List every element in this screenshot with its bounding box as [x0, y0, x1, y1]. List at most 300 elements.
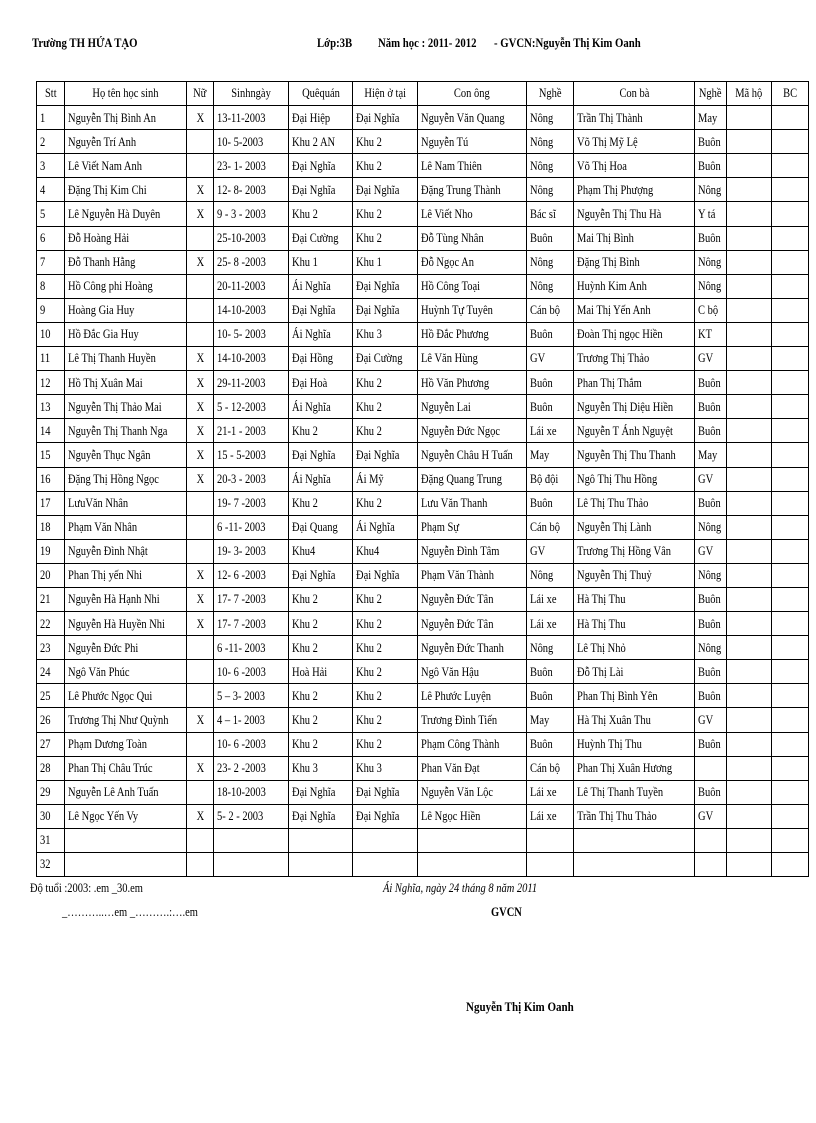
table-cell: Trương Thị Hồng Vân [574, 539, 695, 563]
table-cell: X [187, 443, 214, 467]
table-cell: 8 [37, 274, 65, 298]
table-cell: Nguyễn Đình Tâm [418, 539, 527, 563]
table-cell: Khu 2 [353, 202, 418, 226]
table-cell: Nguyễn T Ánh Nguyệt [574, 419, 695, 443]
table-cell [772, 443, 809, 467]
table-cell [772, 322, 809, 346]
table-cell [574, 828, 695, 852]
table-cell: Phạm Sự [418, 515, 527, 539]
table-cell: Lê Nguyễn Hà Duyên [65, 202, 187, 226]
table-cell [727, 660, 772, 684]
table-cell [695, 853, 727, 877]
table-cell [772, 491, 809, 515]
table-cell [727, 612, 772, 636]
table-cell: Ngô Văn Hậu [418, 660, 527, 684]
table-cell [289, 828, 353, 852]
table-cell: X [187, 563, 214, 587]
table-cell: GV [527, 539, 574, 563]
table-cell: Khu 2 [289, 491, 353, 515]
table-cell: Khu 3 [353, 756, 418, 780]
table-cell [187, 636, 214, 660]
table-cell [727, 636, 772, 660]
table-cell: X [187, 419, 214, 443]
table-cell [772, 106, 809, 130]
table-cell: Buôn [695, 154, 727, 178]
table-row [37, 780, 809, 804]
table-cell: Phan Thị yến Nhi [65, 563, 187, 587]
column-header: BC [772, 82, 809, 106]
table-cell: Phan Thị Xuân Hương [574, 756, 695, 780]
table-cell: Khu 2 [289, 419, 353, 443]
table-cell: 20 [37, 563, 65, 587]
table-cell: 5- 2 - 2003 [214, 804, 289, 828]
table-cell: Đại Nghĩa [353, 443, 418, 467]
column-header: Mã hộ [727, 82, 772, 106]
table-row [37, 371, 809, 395]
table-cell: Nguyễn Thị Thuỷ [574, 563, 695, 587]
table-cell: X [187, 395, 214, 419]
table-row [37, 322, 809, 346]
table-cell: May [527, 708, 574, 732]
table-cell: 28 [37, 756, 65, 780]
table-cell: Đại Cường [353, 347, 418, 371]
table-cell: Ái Nghĩa [289, 467, 353, 491]
table-cell [772, 828, 809, 852]
table-cell [727, 491, 772, 515]
table-cell [187, 322, 214, 346]
table-cell [727, 515, 772, 539]
table-cell: Hoà Hải [289, 660, 353, 684]
table-cell: Đại Nghĩa [289, 178, 353, 202]
table-cell: Nguyễn Thị Lành [574, 515, 695, 539]
table-cell [772, 515, 809, 539]
table-cell: Khu 2 [289, 732, 353, 756]
column-header: Họ tên học sinh [65, 82, 187, 106]
table-cell [187, 515, 214, 539]
table-cell: Nông [527, 563, 574, 587]
table-cell [727, 154, 772, 178]
table-cell [527, 828, 574, 852]
table-cell: Khu 2 [353, 395, 418, 419]
table-cell: 17 [37, 491, 65, 515]
table-cell: May [695, 106, 727, 130]
table-cell [574, 853, 695, 877]
table-cell: Nông [695, 178, 727, 202]
table-cell: 12- 8- 2003 [214, 178, 289, 202]
table-row [37, 515, 809, 539]
table-cell: 6 [37, 226, 65, 250]
table-cell: Cán bộ [527, 756, 574, 780]
table-cell: Y tá [695, 202, 727, 226]
table-cell: Khu 2 [353, 371, 418, 395]
table-cell [772, 563, 809, 587]
table-cell: Khu 2 [353, 660, 418, 684]
table-cell: Hà Thị Thu [574, 612, 695, 636]
table-cell: Đại Nghĩa [353, 298, 418, 322]
table-cell: 23- 1- 2003 [214, 154, 289, 178]
table-cell: 19 [37, 539, 65, 563]
table-cell [187, 274, 214, 298]
table-cell: Trương Đình Tiến [418, 708, 527, 732]
table-cell: Đại Nghĩa [353, 274, 418, 298]
table-cell: Khu 2 [353, 226, 418, 250]
table-row [37, 443, 809, 467]
table-cell: Khu 2 [289, 636, 353, 660]
table-cell [289, 853, 353, 877]
table-row [37, 202, 809, 226]
table-cell: Lê Ngọc Yến Vy [65, 804, 187, 828]
table-cell [772, 202, 809, 226]
table-cell: 25- 8 -2003 [214, 250, 289, 274]
table-cell: Hoàng Gia Huy [65, 298, 187, 322]
table-cell: 20-11-2003 [214, 274, 289, 298]
table-cell [418, 853, 527, 877]
table-cell: Khu 2 [289, 202, 353, 226]
table-cell: X [187, 250, 214, 274]
table-cell: Hồ Văn Phương [418, 371, 527, 395]
table-cell: Nông [527, 178, 574, 202]
table-cell: 25 [37, 684, 65, 708]
table-cell: GV [695, 804, 727, 828]
table-cell: 31 [37, 828, 65, 852]
table-cell: Ngô Văn Phúc [65, 660, 187, 684]
table-cell: GV [695, 708, 727, 732]
table-cell: Lái xe [527, 587, 574, 611]
table-cell: 23- 2 -2003 [214, 756, 289, 780]
table-cell: 15 - 5-2003 [214, 443, 289, 467]
table-cell: 5 – 3- 2003 [214, 684, 289, 708]
table-cell [772, 274, 809, 298]
table-cell: 6 -11- 2003 [214, 636, 289, 660]
table-row [37, 491, 809, 515]
table-cell: Lê Ngọc Hiền [418, 804, 527, 828]
table-cell: Hà Thị Thu [574, 587, 695, 611]
table-cell [187, 154, 214, 178]
table-row [37, 419, 809, 443]
table-cell: Nguyễn Thị Diệu Hiền [574, 395, 695, 419]
table-cell [727, 467, 772, 491]
table-cell: Đại Nghĩa [289, 563, 353, 587]
table-cell: Trương Thị Thảo [574, 347, 695, 371]
table-cell [527, 853, 574, 877]
table-cell: 21-1 - 2003 [214, 419, 289, 443]
table-cell: Khu 1 [289, 250, 353, 274]
table-row [37, 804, 809, 828]
table-cell: Nông [695, 636, 727, 660]
table-cell: X [187, 756, 214, 780]
table-cell [772, 178, 809, 202]
table-cell: Buôn [695, 226, 727, 250]
table-cell: Đặng Quang Trung [418, 467, 527, 491]
table-cell: 14-10-2003 [214, 347, 289, 371]
table-cell: 9 [37, 298, 65, 322]
table-cell: GV [695, 347, 727, 371]
table-cell: Nguyễn Đức Phi [65, 636, 187, 660]
table-cell: Nông [527, 274, 574, 298]
table-cell [772, 371, 809, 395]
table-cell: 11 [37, 347, 65, 371]
table-cell: 17- 7 -2003 [214, 612, 289, 636]
table-cell: May [527, 443, 574, 467]
table-cell: 17- 7 -2003 [214, 587, 289, 611]
table-cell [727, 226, 772, 250]
table-cell [418, 828, 527, 852]
table-cell [187, 780, 214, 804]
table-cell: 12 [37, 371, 65, 395]
table-cell: Đại Nghĩa [289, 804, 353, 828]
table-cell: Trương Thị Như Quỳnh [65, 708, 187, 732]
table-cell: Nguyễn Thục Ngân [65, 443, 187, 467]
table-cell: Khu 2 [353, 154, 418, 178]
table-cell: Võ Thị Hoa [574, 154, 695, 178]
table-cell: Lê Thị Thu Thảo [574, 491, 695, 515]
table-header-row [37, 82, 809, 106]
age-summary: Độ tuổi :2003: .em _30.em [30, 881, 143, 895]
column-header: Nghề [695, 82, 727, 106]
table-cell: Khu 2 [353, 587, 418, 611]
table-cell: Khu 2 AN [289, 130, 353, 154]
table-cell: 22 [37, 612, 65, 636]
table-row [37, 298, 809, 322]
table-cell: Nông [695, 250, 727, 274]
table-cell: Khu 2 [353, 732, 418, 756]
table-cell [727, 395, 772, 419]
table-cell [695, 828, 727, 852]
table-cell: Nguyễn Văn Quang [418, 106, 527, 130]
table-cell [187, 491, 214, 515]
table-cell [727, 371, 772, 395]
table-cell [727, 178, 772, 202]
teacher-signature-name: Nguyễn Thị Kim Oanh [466, 1000, 574, 1014]
table-row [37, 828, 809, 852]
table-cell [772, 612, 809, 636]
table-cell: 13 [37, 395, 65, 419]
table-cell [695, 756, 727, 780]
table-cell [772, 684, 809, 708]
table-row [37, 612, 809, 636]
table-cell: 2 [37, 130, 65, 154]
table-cell [727, 274, 772, 298]
age-summary-line2: _………..…em _……….:….em [62, 905, 198, 919]
column-header: Con bà [574, 82, 695, 106]
column-header: Nữ [187, 82, 214, 106]
table-cell: Buôn [695, 660, 727, 684]
table-cell: Nguyễn Hà Huyền Nhi [65, 612, 187, 636]
table-cell: Nguyễn Thị Thu Hà [574, 202, 695, 226]
table-cell: Đại Nghĩa [353, 780, 418, 804]
column-header: Hiện ở tại [353, 82, 418, 106]
table-cell: 18 [37, 515, 65, 539]
student-table [36, 81, 809, 877]
table-cell [187, 539, 214, 563]
table-cell [727, 853, 772, 877]
table-cell: Đại Nghĩa [289, 298, 353, 322]
table-cell [727, 587, 772, 611]
table-row [37, 226, 809, 250]
table-cell: 1 [37, 106, 65, 130]
table-cell: X [187, 612, 214, 636]
table-cell: Khu 2 [353, 130, 418, 154]
table-cell: Đại Nghĩa [353, 178, 418, 202]
table-cell: Buôn [527, 684, 574, 708]
table-cell: Lưu Văn Thanh [418, 491, 527, 515]
table-cell [187, 732, 214, 756]
table-cell: Đỗ Thị Lài [574, 660, 695, 684]
column-header: Con ông [418, 82, 527, 106]
table-cell: 13-11-2003 [214, 106, 289, 130]
table-cell: Ngô Thị Thu Hồng [574, 467, 695, 491]
table-cell [727, 708, 772, 732]
table-row [37, 756, 809, 780]
table-cell [772, 250, 809, 274]
column-header: Sinhngày [214, 82, 289, 106]
table-cell [727, 780, 772, 804]
table-cell [772, 660, 809, 684]
table-cell: Nguyễn Đình Nhật [65, 539, 187, 563]
table-row [37, 708, 809, 732]
table-cell [727, 828, 772, 852]
table-cell [772, 419, 809, 443]
table-cell: Lê Thị Nhỏ [574, 636, 695, 660]
table-cell: Nguyễn Thị Thanh Nga [65, 419, 187, 443]
table-cell: Ái Mỹ [353, 467, 418, 491]
table-cell: Nguyễn Hà Hạnh Nhi [65, 587, 187, 611]
table-cell: Buôn [527, 395, 574, 419]
table-cell: Ái Nghĩa [289, 322, 353, 346]
table-cell: 29-11-2003 [214, 371, 289, 395]
table-cell: Buôn [695, 130, 727, 154]
table-cell: 27 [37, 732, 65, 756]
table-cell: Đại Nghĩa [353, 804, 418, 828]
table-cell: Lê Viết Nam Anh [65, 154, 187, 178]
table-cell: Khu 2 [353, 612, 418, 636]
table-cell: Hồ Thị Xuân Mai [65, 371, 187, 395]
table-cell: Phạm Dương Toàn [65, 732, 187, 756]
table-cell [727, 202, 772, 226]
table-cell: Đại Hồng [289, 347, 353, 371]
school-year: Năm học : 2011- 2012 [378, 36, 477, 50]
table-cell: 6 -11- 2003 [214, 515, 289, 539]
table-cell: Ái Nghĩa [353, 515, 418, 539]
table-cell: Lê Viết Nho [418, 202, 527, 226]
table-cell: Hồ Công Toại [418, 274, 527, 298]
table-cell: 19- 7 -2003 [214, 491, 289, 515]
table-cell: 3 [37, 154, 65, 178]
table-cell: Phạm Thị Phượng [574, 178, 695, 202]
table-cell [772, 298, 809, 322]
table-cell [727, 563, 772, 587]
table-cell: Lê Nam Thiên [418, 154, 527, 178]
table-cell: 24 [37, 660, 65, 684]
table-cell: 32 [37, 853, 65, 877]
table-cell: X [187, 106, 214, 130]
table-cell: Lê Phước Ngọc Qui [65, 684, 187, 708]
table-cell: Võ Thị Mỹ Lệ [574, 130, 695, 154]
table-cell [727, 322, 772, 346]
table-cell: Buôn [527, 322, 574, 346]
table-cell: Buôn [527, 371, 574, 395]
homeroom-teacher: - GVCN:Nguyễn Thị Kim Oanh [494, 36, 641, 50]
table-cell [772, 780, 809, 804]
table-cell: Lái xe [527, 612, 574, 636]
table-cell [727, 684, 772, 708]
table-cell: Nông [527, 154, 574, 178]
table-cell: Nông [695, 563, 727, 587]
table-cell [727, 756, 772, 780]
table-row [37, 250, 809, 274]
table-cell [772, 587, 809, 611]
table-cell: Bộ đội [527, 467, 574, 491]
table-cell: Nguyễn Lai [418, 395, 527, 419]
table-cell: Hồ Công phi Hoàng [65, 274, 187, 298]
table-cell: Hồ Đắc Gia Huy [65, 322, 187, 346]
table-cell: 26 [37, 708, 65, 732]
table-cell: Khu4 [289, 539, 353, 563]
table-cell: Mai Thị Yến Anh [574, 298, 695, 322]
table-cell [727, 106, 772, 130]
table-cell: Buôn [695, 371, 727, 395]
table-cell: GV [695, 467, 727, 491]
table-cell: Buôn [527, 732, 574, 756]
table-cell: Đại Nghĩa [289, 443, 353, 467]
table-row [37, 732, 809, 756]
table-cell: X [187, 371, 214, 395]
table-cell [772, 804, 809, 828]
table-cell: Hà Thị Xuân Thu [574, 708, 695, 732]
table-cell: Đại Quang [289, 515, 353, 539]
table-cell: Lái xe [527, 419, 574, 443]
table-cell: Nông [527, 636, 574, 660]
table-row [37, 587, 809, 611]
table-cell: 20-3 - 2003 [214, 467, 289, 491]
table-cell: Đại Nghĩa [353, 563, 418, 587]
table-cell: Nguyễn Đức Tân [418, 612, 527, 636]
table-cell [727, 347, 772, 371]
table-cell: Mai Thị Bình [574, 226, 695, 250]
table-row [37, 178, 809, 202]
table-row [37, 467, 809, 491]
table-cell: X [187, 587, 214, 611]
table-cell [772, 467, 809, 491]
table-cell: 16 [37, 467, 65, 491]
table-cell: Buôn [695, 732, 727, 756]
table-cell: 29 [37, 780, 65, 804]
table-cell: 10- 5-2003 [214, 130, 289, 154]
table-cell: Phan Thị Bình Yên [574, 684, 695, 708]
table-cell: X [187, 178, 214, 202]
gvcn-label: GVCN [491, 905, 522, 919]
table-cell: Bác sĩ [527, 202, 574, 226]
table-cell [353, 828, 418, 852]
table-cell: Đại Nghĩa [353, 106, 418, 130]
table-cell: 5 [37, 202, 65, 226]
table-cell: 19- 3- 2003 [214, 539, 289, 563]
table-cell [772, 708, 809, 732]
table-cell: Lê Thị Thanh Huyền [65, 347, 187, 371]
table-cell: Khu 2 [353, 708, 418, 732]
table-cell: Đỗ Hoàng Hải [65, 226, 187, 250]
table-cell: Đại Cường [289, 226, 353, 250]
table-cell: Buôn [527, 226, 574, 250]
table-row [37, 563, 809, 587]
table-cell: KT [695, 322, 727, 346]
table-cell [65, 853, 187, 877]
table-cell: Khu 3 [289, 756, 353, 780]
table-cell: 7 [37, 250, 65, 274]
table-cell: Phạm Văn Nhân [65, 515, 187, 539]
table-cell [727, 250, 772, 274]
table-cell [772, 130, 809, 154]
